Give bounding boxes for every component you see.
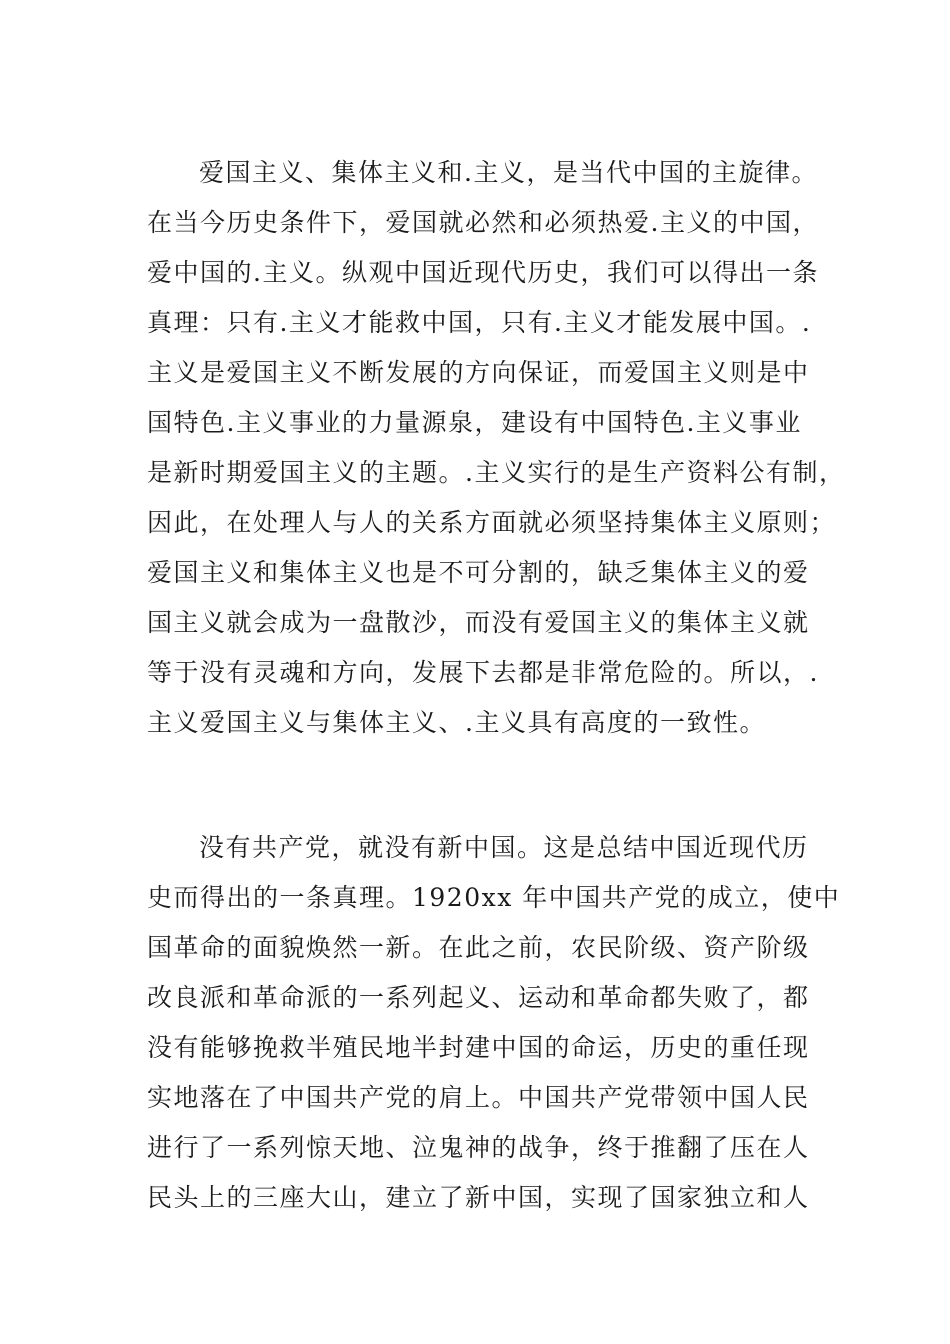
- text-line: 因此，在处理人与人的关系方面就必须坚持集体主义原则；: [147, 508, 837, 537]
- text-line: 爱中国的.主义。纵观中国近现代历史，我们可以得出一条: [147, 258, 819, 287]
- text-line: 爱国主义、集体主义和.主义，是当代中国的主旋律。: [199, 158, 818, 187]
- text-line: 主义是爱国主义不断发展的方向保证，而爱国主义则是中: [147, 358, 810, 387]
- text-line: 国主义就会成为一盘散沙，而没有爱国主义的集体主义就: [147, 608, 810, 637]
- text-line: 真理：只有.主义才能救中国，只有.主义才能发展中国。.: [147, 308, 812, 337]
- text-line: 国革命的面貌焕然一新。在此之前，农民阶级、资产阶级: [147, 933, 810, 962]
- text-line: 史而得出的一条真理。1920xx 年中国共产党的成立，使中: [147, 883, 841, 912]
- paragraph-patriotism-collectivism: [147, 148, 846, 748]
- text-line: 民头上的三座大山，建立了新中国，实现了国家独立和人: [147, 1183, 810, 1212]
- text-line: 改良派和革命派的一系列起义、运动和革命都失败了，都: [147, 983, 810, 1012]
- text-line: 没有共产党，就没有新中国。这是总结中国近现代历: [199, 833, 809, 862]
- text-line: 爱国主义和集体主义也是不可分割的，缺乏集体主义的爱: [147, 558, 810, 587]
- text-line: 主义爱国主义与集体主义、.主义具有高度的一致性。: [147, 708, 766, 737]
- text-line: 等于没有灵魂和方向，发展下去都是非常危险的。所以，.: [147, 658, 819, 687]
- text-line: 进行了一系列惊天地、泣鬼神的战争，终于推翻了压在人: [147, 1133, 810, 1162]
- text-line: 没有能够挽救半殖民地半封建中国的命运，历史的重任现: [147, 1033, 810, 1062]
- text-line: 国特色.主义事业的力量源泉，建设有中国特色.主义事业: [147, 408, 802, 437]
- text-line: 是新时期爱国主义的主题。.主义实行的是生产资料公有制，: [147, 458, 846, 487]
- text-line: 在当今历史条件下，爱国就必然和必须热爱.主义的中国，: [147, 208, 819, 237]
- paragraph-communist-party: [147, 823, 841, 1223]
- text-line: 实地落在了中国共产党的肩上。中国共产党带领中国人民: [147, 1083, 810, 1112]
